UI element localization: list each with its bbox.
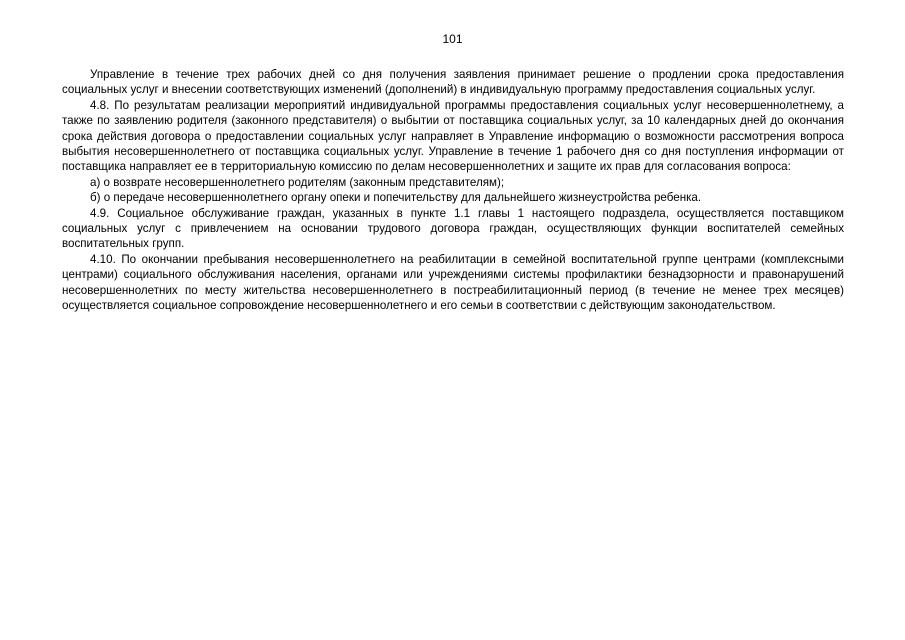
list-item-b: б) о передаче несовершеннолетнего органу опеки и попечительству для дальнейшего жизнеустройства ребенка. bbox=[90, 191, 702, 205]
list-item-a: а) о возврате несовершеннолетнего родителям (законным представителям); bbox=[90, 175, 505, 189]
paragraph-4-10: 4.10. По окончании пребывания несовершеннолетнего на реабилитации в семейной воспитательной группе центрами (комплексными центрами) социального обслуживания населения, органами или учреждениями системы профилактики безнадзорности и правонарушений несовершеннолетних по месту жительства несовершеннолетнего в постреабилитационный период (в течение не менее трех месяцев) осуществляется социальное сопровождение несовершеннолетнего и его семьи в соответствии с действующим законодательством. bbox=[62, 252, 844, 313]
paragraph-4-8: 4.8. По результатам реализации мероприятий индивидуальной программы предоставления социальных услуг несовершеннолетнему, а также по заявлению родителя (законного представителя) о выбытии от поставщика социальных услуг, за 10 календарных дней до окончания срока действия договора о предоставлении социальных услуг направляет в Управление информацию о возможности рассмотрения вопроса выбытия несовершеннолетнего от поставщика социальных услуг. Управление в течение 1 рабочего дня со дня поступления информации от поставщика направляет ее в территориальную комиссию по делам несовершеннолетних и защите их прав для согласования вопроса: bbox=[62, 98, 844, 174]
page-number: 101 bbox=[442, 32, 463, 46]
document-body bbox=[62, 67, 844, 314]
paragraph-4-9: 4.9. Социальное обслуживание граждан, указанных в пункте 1.1 главы 1 настоящего подраздела, осуществляется поставщиком социальных услуг с привлечением на основании трудового договора граждан, осуществляющих функции воспитателей семейных воспитательных групп. bbox=[62, 206, 844, 251]
paragraph-extension-decision: Управление в течение трех рабочих дней со дня получения заявления принимает решение о продлении срока предоставления социальных услуг и внесении соответствующих изменений (дополнений) в индивидуальную программу предоставления социальных услуг. bbox=[62, 68, 844, 97]
